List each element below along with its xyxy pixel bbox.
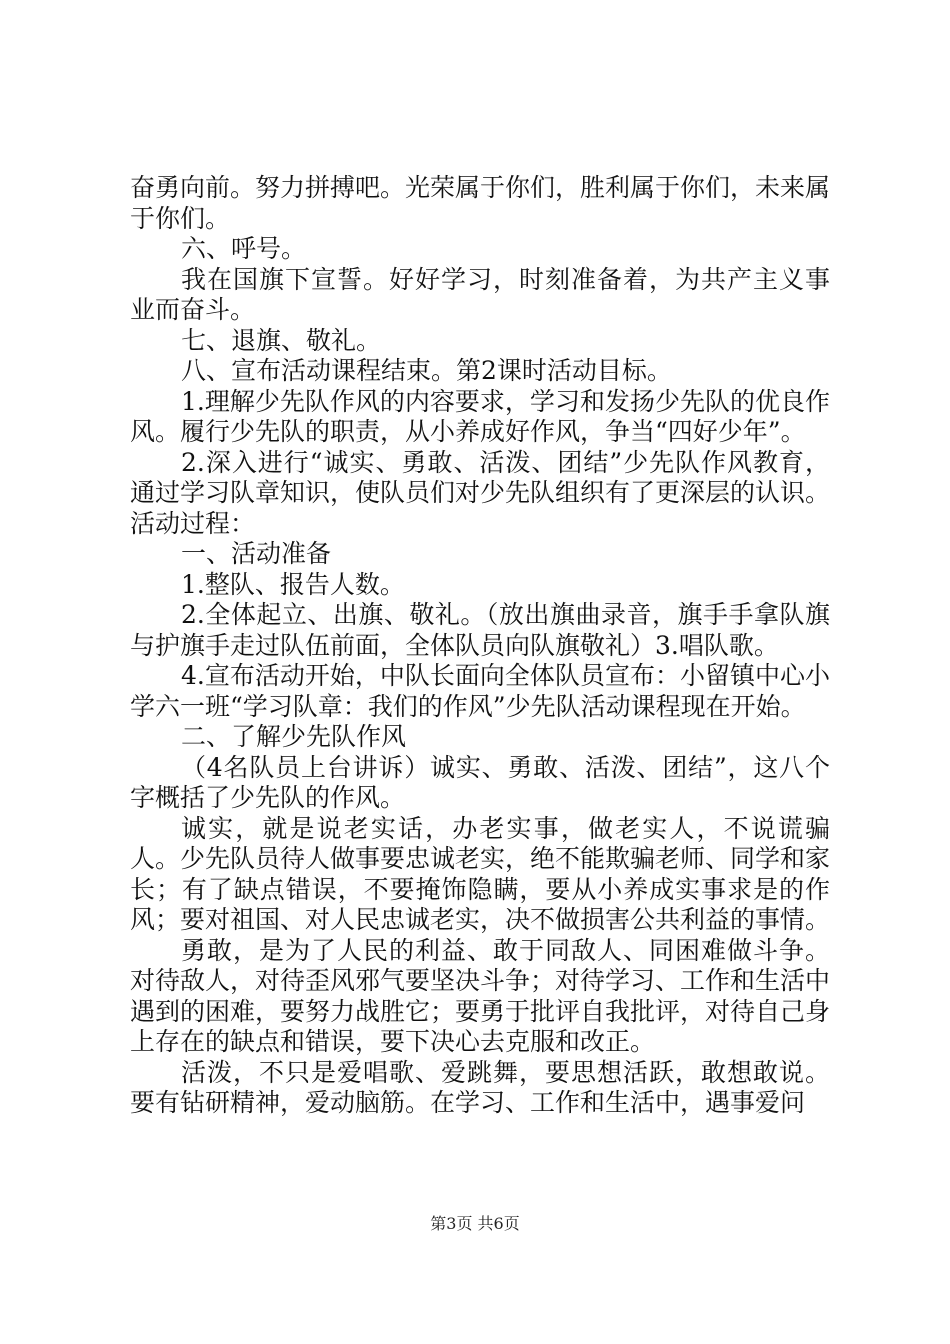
document-body: [130, 173, 830, 1119]
paragraph: 七、退旗、敬礼。: [181, 325, 382, 355]
paragraph: 4.宣布活动开始，中队长面向全体队员宣布：小留镇中心小学六一班“学习队章：我们的作风”少先队活动课程现在开始。: [130, 661, 830, 721]
paragraph: 2.深入进行“诚实、勇敢、活泼、团结”少先队作风教育，通过学习队章知识，使队员们对少先队组织有了更深层的认识。活动过程：: [130, 447, 831, 538]
paragraph: 2.全体起立、出旗、敬礼。（放出旗曲录音，旗手手拿队旗与护旗手走过队伍前面，全体队员向队旗敬礼）3.唱队歌。: [130, 600, 830, 660]
paragraph: 活泼，不只是爱唱歌、爱跳舞，要思想活跃，敢想敢说。要有钻研精神，爱动脑筋。在学习、工作和生活中，遇事爱问: [130, 1057, 830, 1117]
paragraph: （4名队员上台讲诉）诚实、勇敢、活泼、团结”，这八个字概括了少先队的作风。: [130, 752, 830, 812]
paragraph: 二、了解少先队作风: [181, 722, 407, 751]
paragraph: 1.理解少先队作风的内容要求，学习和发扬少先队的优良作风。履行少先队的职责，从小养成好作风，争当“四好少年”。: [130, 386, 830, 446]
page-footer: [0, 1214, 950, 1234]
paragraph: 1.整队、报告人数。: [181, 569, 405, 599]
paragraph: 一、活动准备: [181, 539, 332, 568]
page-number: 第3页 共6页: [430, 1214, 520, 1233]
paragraph: 我在国旗下宣誓。好好学习，时刻准备着，为共产主义事业而奋斗。: [130, 264, 830, 324]
paragraph: 八、宣布活动课程结束。第2课时活动目标。: [181, 356, 672, 385]
paragraph: 六、呼号。: [181, 234, 307, 263]
paragraph: 勇敢，是为了人民的利益、敢于同敌人、同困难做斗争。对待敌人，对待歪风邪气要坚决斗争；对待学习、工作和生活中遇到的困难，要努力战胜它；要勇于批评自我批评，对待自己身上存在的缺点和错误，要下决心去克服和改正。: [130, 935, 831, 1056]
paragraph: 奋勇向前。努力拼搏吧。光荣属于你们，胜利属于你们，未来属于你们。: [130, 173, 831, 233]
paragraph: 诚实，就是说老实话，办老实事，做老实人，不说谎骗人。少先队员待人做事要忠诚老实，绝不能欺骗老师、同学和家长；有了缺点错误，不要掩饰隐瞒，要从小养成实事求是的作风；要对祖国、对人民忠诚老实，决不做损害公共利益的事情。: [130, 813, 831, 934]
